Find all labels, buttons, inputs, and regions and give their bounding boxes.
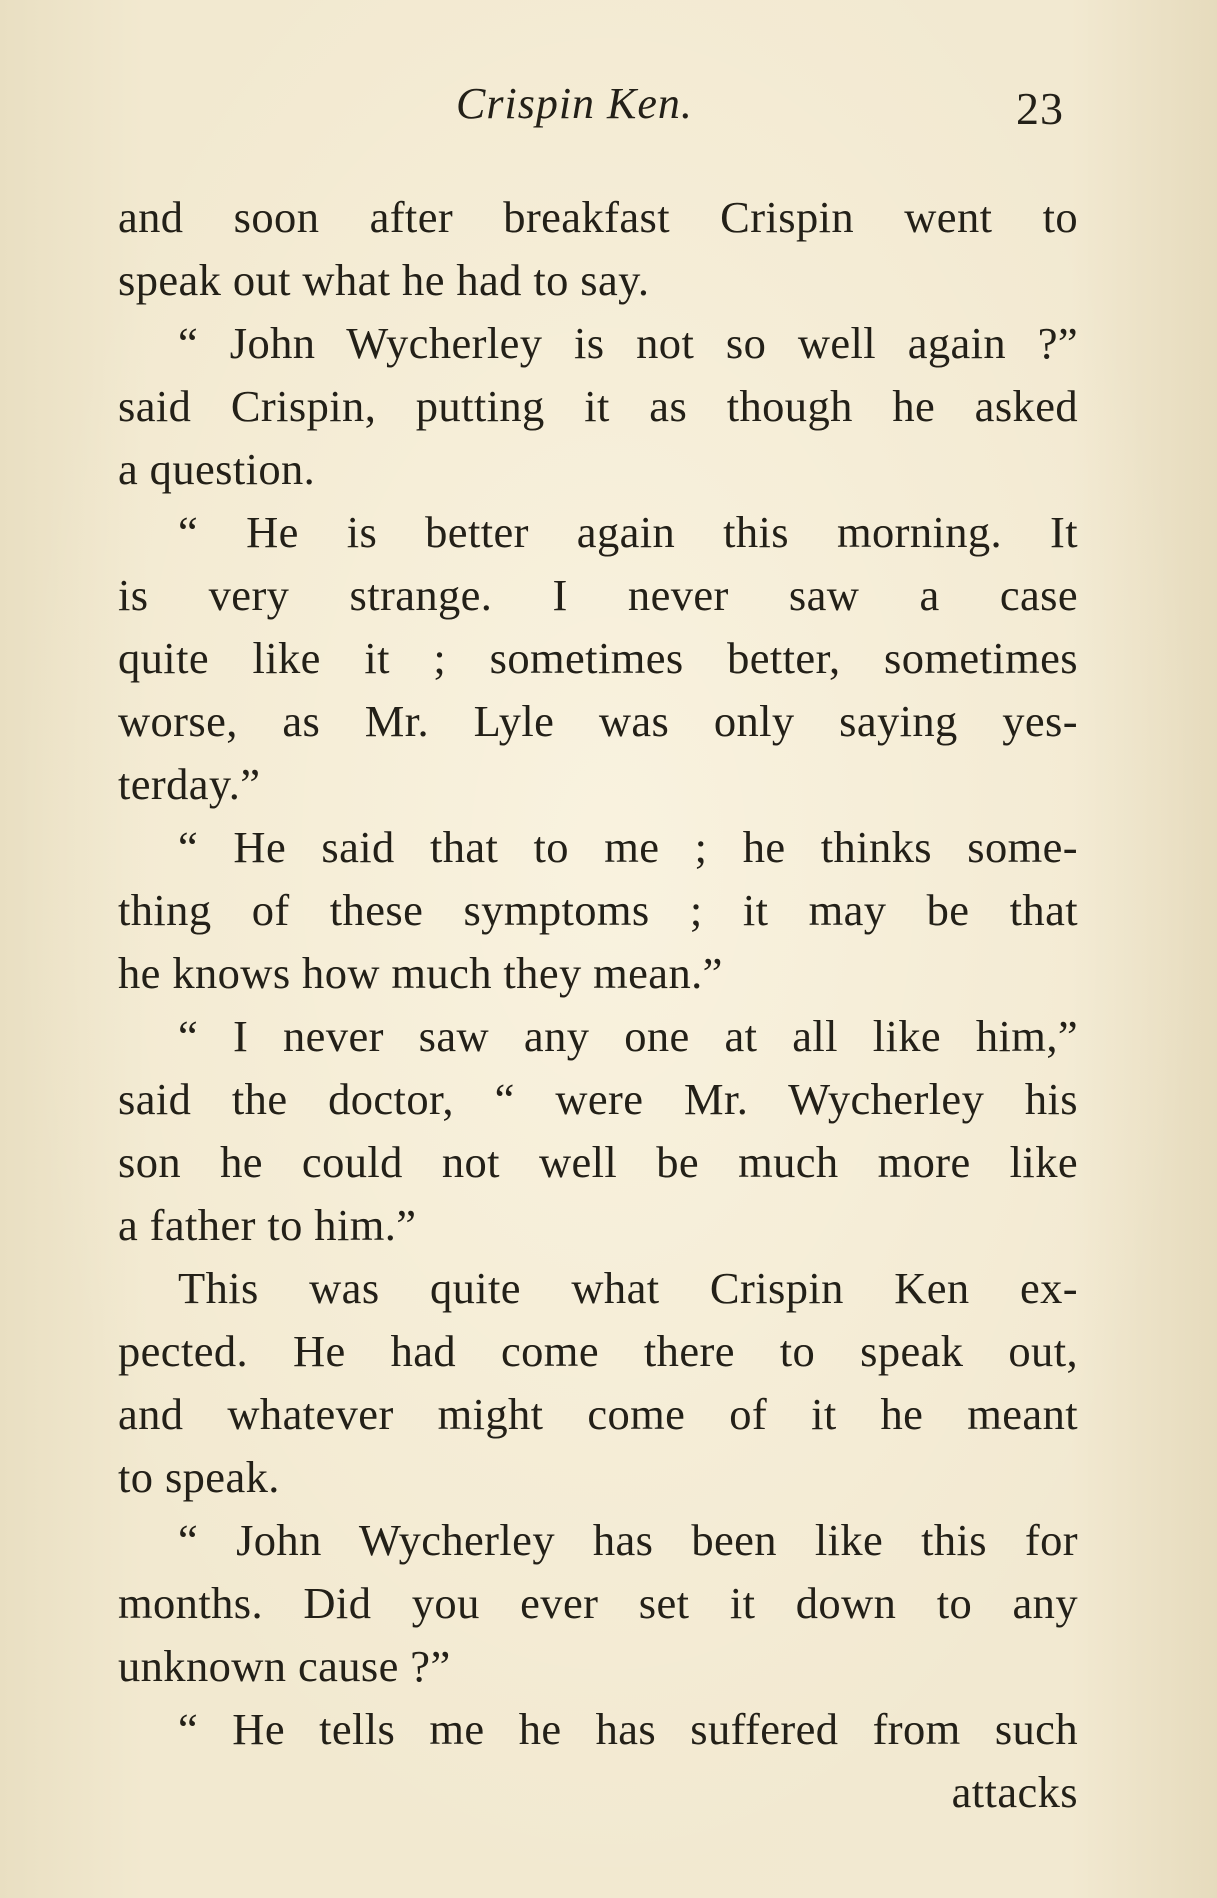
text-line: unknown cause ?” <box>118 1641 451 1691</box>
catchword: attacks <box>951 1767 1078 1817</box>
text-line: said Crispin, putting it as though he asked <box>118 381 1078 431</box>
text-line: “ I never saw any one at all like him,” <box>178 1011 1078 1061</box>
text-line: to speak. <box>118 1452 280 1502</box>
running-title: Crispin Ken. <box>456 79 693 128</box>
text-line: is very strange. I never saw a case <box>118 570 1078 620</box>
text-line: thing of these symptoms ; it may be that <box>118 885 1078 935</box>
text-line: said the doctor, “ were Mr. Wycherley his <box>118 1074 1078 1124</box>
text-line: a father to him.” <box>118 1200 417 1250</box>
text-line: quite like it ; sometimes better, sometimes <box>118 633 1078 683</box>
text-line: terday.” <box>118 759 261 809</box>
text-line: “ He tells me he has suffered from such <box>178 1704 1078 1754</box>
text-line: pected. He had come there to speak out, <box>118 1326 1078 1376</box>
text-line: he knows how much they mean.” <box>118 948 723 998</box>
text-line: “ John Wycherley has been like this for <box>178 1515 1078 1565</box>
text-line: This was quite what Crispin Ken ex- <box>178 1263 1078 1313</box>
text-line: “ He is better again this morning. It <box>178 507 1078 557</box>
text-line: “ John Wycherley is not so well again ?” <box>178 318 1078 368</box>
body-text <box>118 186 1078 1824</box>
running-head <box>0 78 1217 138</box>
text-line: son he could not well be much more like <box>118 1137 1078 1187</box>
text-line: a question. <box>118 444 316 494</box>
page-number: 23 <box>1016 83 1064 134</box>
text-line: “ He said that to me ; he thinks some- <box>178 822 1078 872</box>
text-line: worse, as Mr. Lyle was only saying yes- <box>118 696 1078 746</box>
text-line: and soon after breakfast Crispin went to <box>118 192 1078 242</box>
text-line: speak out what he had to say. <box>118 255 650 305</box>
text-line: months. Did you ever set it down to any <box>118 1578 1078 1628</box>
text-line: and whatever might come of it he meant <box>118 1389 1078 1439</box>
